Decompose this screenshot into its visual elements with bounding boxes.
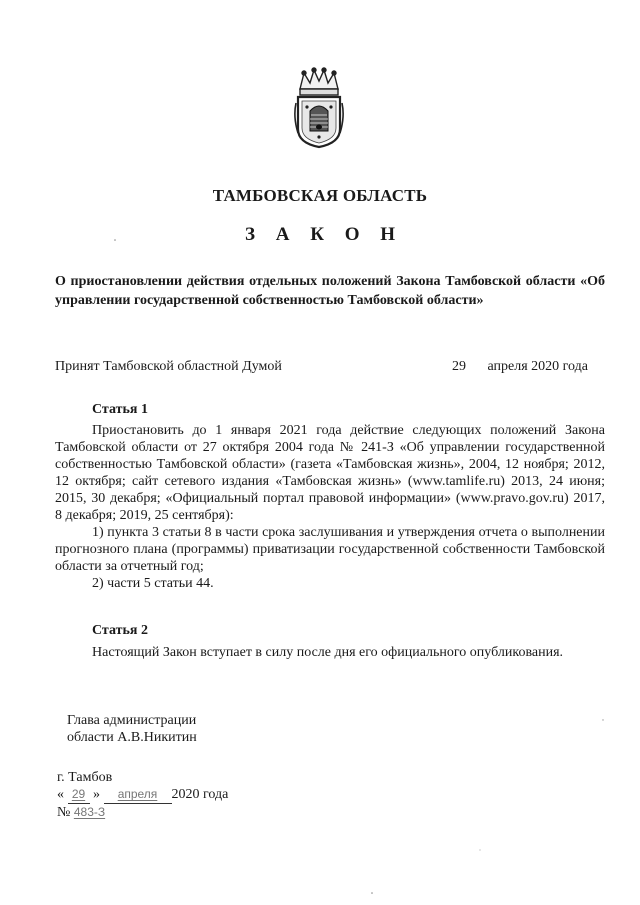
signature-title: Глава администрации — [67, 713, 197, 728]
city-line: г. Тамбов — [57, 770, 113, 785]
law-number: 483-З — [73, 805, 106, 819]
adoption-date — [452, 359, 588, 375]
signature-block — [67, 712, 197, 746]
signing-day: 29 — [68, 786, 90, 804]
region-heading: ТАМБОВСКАЯ ОБЛАСТЬ — [212, 186, 428, 205]
adoption-day: 29 — [452, 359, 466, 374]
law-title: О приостановлении действия отдельных положений Закона Тамбовской области «Об управлении государственной собственностью Тамбовской области» — [55, 274, 605, 308]
date-quote-open: « — [57, 787, 64, 802]
article-1-body — [55, 422, 605, 592]
document-type-heading: З А К О Н — [244, 224, 404, 245]
law-number-line — [57, 804, 228, 821]
number-sign: № — [57, 805, 71, 820]
article-1-item-2: 2) части 5 статьи 44. — [92, 576, 214, 591]
article-1-paragraph: Приостановить до 1 января 2021 года действие следующих положений Закона Тамбовской области от 27 октября 2004 года № 241-З «Об управлении государственной собственностью Тамбовской области» (газета «Тамбовская жизнь», 2004, 12 ноября; 2012, 12 октября; сайт сетевого издания «Тамбовская жизнь» (www.tamlife.ru) 2013, 24 июня; 2015, 30 декабря; «Официальный портал правовой информации» (www.pravo.gov.ru) 2017, 8 декабря; 2019, 25 сентября): — [55, 423, 605, 523]
signing-year: 2020 года — [171, 787, 229, 802]
place-date-number-block — [57, 769, 228, 821]
date-quote-close: » — [93, 787, 100, 802]
article-2-heading: Статья 2 — [92, 623, 148, 638]
article-1-item-1: 1) пункта 3 статьи 8 в части срока заслушивания и утверждения отчета о выполнении прогнозного плана (программы) приватизации государственной собственности Тамбовской области за отчетный год; — [55, 525, 605, 574]
signing-month: апреля — [104, 786, 172, 804]
adoption-month-year: апреля 2020 года — [487, 359, 588, 374]
tambov-coat-of-arms-icon — [290, 67, 348, 149]
signing-date-line — [57, 786, 228, 804]
article-2-paragraph: Настоящий Закон вступает в силу после дня его официального опубликования. — [92, 645, 564, 660]
adopted-by-text: Принят Тамбовской областной Думой — [55, 359, 282, 374]
signature-name: области А.В.Никитин — [67, 730, 197, 745]
article-1-heading: Статья 1 — [92, 402, 148, 417]
article-2-body — [55, 644, 605, 661]
